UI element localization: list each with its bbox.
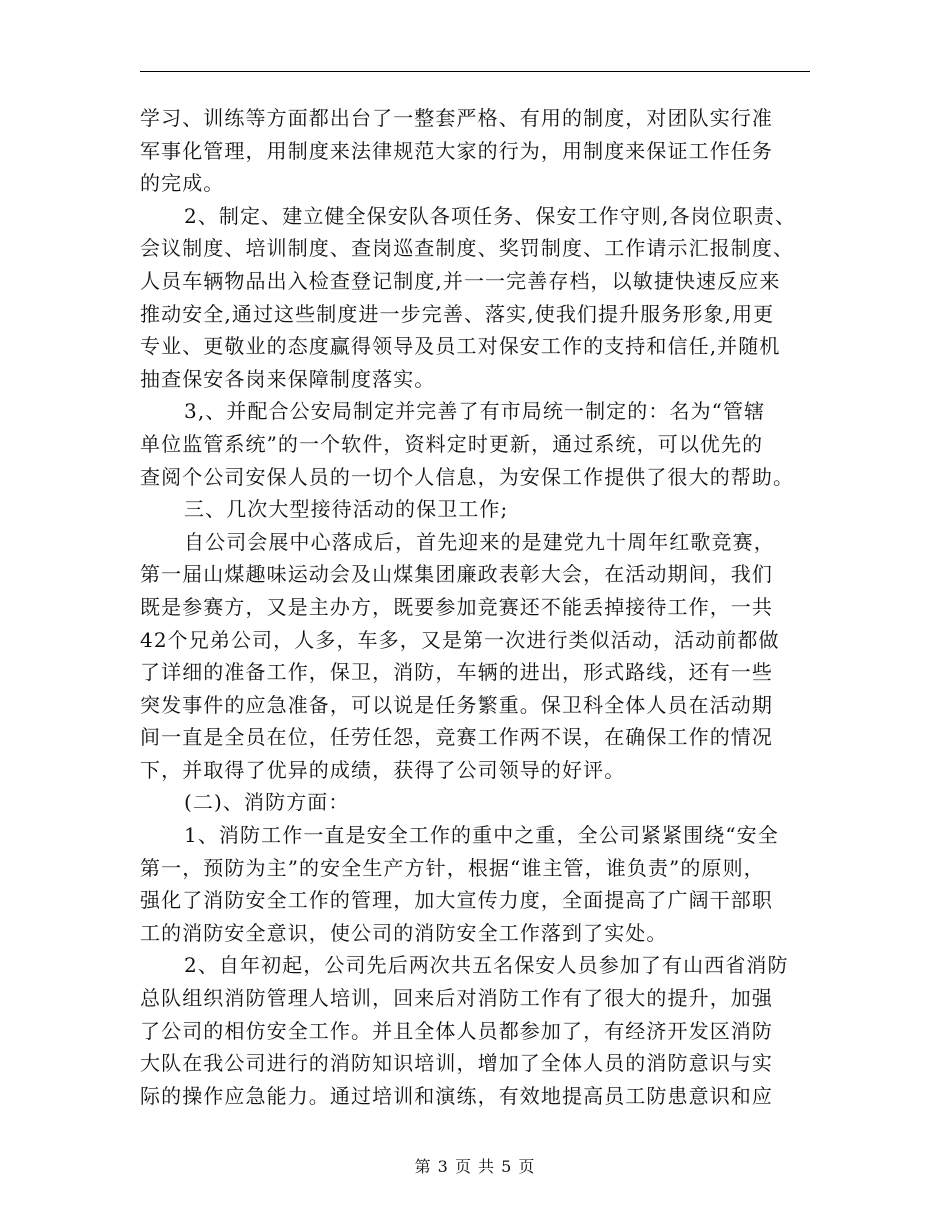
text-line: 既是参赛方，又是主办方，既要参加竞赛还不能丢掉接待工作，一共 [140,594,773,619]
text-line: 下，并取得了优异的成绩，获得了公司领导的好评。 [140,757,626,782]
text-line: 人员车辆物品出入检查登记制度,并一一完善存档，以敏捷快速反应来 [140,268,781,293]
text-line: 工的消防安全意识，使公司的消防安全工作落到了实处。 [140,920,668,945]
header-rule [140,71,810,72]
paragraph-start-line: 2、制定、建立健全保安队各项任务、保安工作守则,各岗位职责、 [184,203,797,228]
text-line: 第一届山煤趣味运动会及山煤集团廉政表彰大会，在活动期间，我们 [140,562,773,587]
section-heading-line: (二)、消防方面： [184,790,350,815]
text-line: 抽查保安各岗来保障制度落实。 [140,366,436,391]
text-line: 专业、更敬业的态度赢得领导及员工对保安工作的支持和信任,并随机 [140,334,781,359]
text-line: 总队组织消防管理人培训，回来后对消防工作有了很大的提升，加强 [140,986,773,1011]
section-heading-line: 三、几次大型接待活动的保卫工作; [184,497,509,522]
text-line: 学习、训练等方面都出台了一整套严格、有用的制度，对团队实行准 [140,106,773,130]
text-line: 了详细的准备工作，保卫，消防，车辆的进出，形式路线，还有一些 [140,660,773,685]
text-line: 查阅个公司安保人员的一切个人信息，为安保工作提供了很大的帮助。 [140,464,795,489]
text-line: 了公司的相仿安全工作。并且全体人员都参加了，有经济开发区消防 [140,1018,773,1043]
text-line: 际的操作应急能力。通过培训和演练，有效地提高员工防患意识和应 [140,1083,773,1108]
text-line: 大队在我公司进行的消防知识培训，增加了全体人员的消防意识与实 [140,1051,773,1076]
paragraph-start-line: 1、消防工作一直是安全工作的重中之重，全公司紧紧围绕“安全 [184,823,779,848]
paragraph-start-line: 自公司会展中心落成后，首先迎来的是建党九十周年红歌竞赛， [184,529,775,554]
text-line: 推动安全,通过这些制度进一步完善、落实,使我们提升服务形象,用更 [140,301,775,326]
text-line: 突发事件的应急准备，可以说是任务繁重。保卫科全体人员在活动期 [140,692,773,717]
paragraph-start-line: 3,、并配合公安局制定并完善了有市局统一制定的：名为“管辖 [184,399,766,424]
text-line: 会议制度、培训制度、查岗巡查制度、奖罚制度、工作请示汇报制度、 [140,236,795,261]
paragraph-start-line: 2、自年初起，公司先后两次共五名保安人员参加了有山西省消防 [184,953,789,978]
body-text [140,102,812,1112]
text-line: 军事化管理，用制度来法律规范大家的行为，用制度来保证工作任务 [140,138,773,163]
text-line: 的完成。 [140,171,225,196]
text-line: 强化了消防安全工作的管理，加大宣传力度，全面提高了广阔干部职 [140,888,773,913]
text-line: 单位监管系统”的一个软件，资料定时更新，通过系统，可以优先的 [140,431,764,456]
text-line: 间一直是全员在位，任劳任怨，竞赛工作两不误，在确保工作的情况 [140,725,773,750]
page-number-footer: 第 3 页 共 5 页 [414,1157,536,1176]
text-line: 42个兄弟公司，人多，车多，又是第一次进行类似活动，活动前都做 [140,627,780,652]
text-line: 第一，预防为主”的安全生产方针，根据“谁主管，谁负责”的原则， [140,855,765,880]
